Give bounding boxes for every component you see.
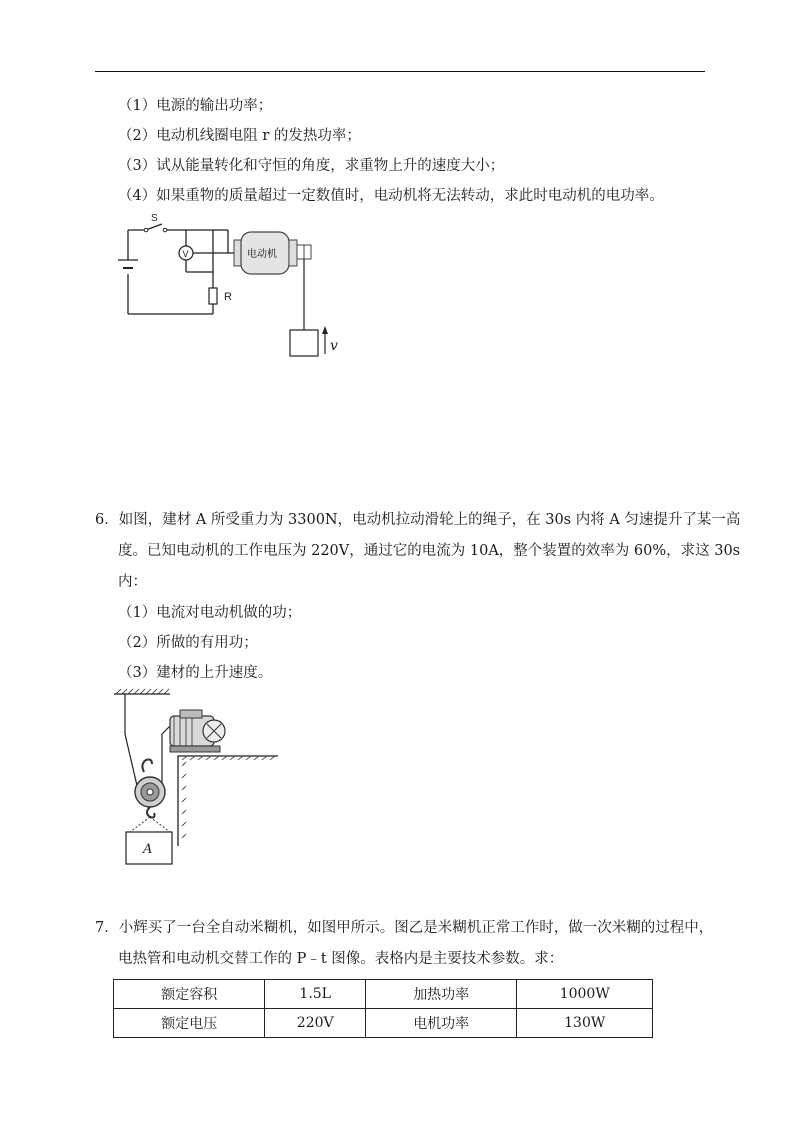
velocity-arrow-icon xyxy=(322,326,328,334)
q7-text-line-2: 电热管和电动机交替工作的 P﹣t 图像。表格内是主要技术参数。求： xyxy=(118,951,564,967)
q6-pulley-figure xyxy=(108,686,278,870)
table-cell: 电机功率 xyxy=(365,1009,516,1038)
q6-item-2: （2）所做的有用功； xyxy=(118,635,258,651)
switch-label: S xyxy=(151,213,158,224)
table-cell: 220V xyxy=(265,1009,366,1038)
q6-text-line-3: 内： xyxy=(118,574,147,590)
q5-item-1: （1）电源的输出功率； xyxy=(118,98,273,114)
table-cell: 1.5L xyxy=(265,980,366,1009)
velocity-label: v xyxy=(330,338,338,354)
q5-item-2: （2）电动机线圈电阻 r 的发热功率； xyxy=(118,128,361,144)
q6-text-line-2: 度。已知电动机的工作电压为 220V，通过它的电流为 10A，整个装置的效率为 60%，求这 30s xyxy=(118,543,741,559)
q5-item-4: （4）如果重物的质量超过一定数值时，电动机将无法转动，求此时电动机的电功率。 xyxy=(118,188,664,204)
table-cell: 额定容积 xyxy=(114,980,265,1009)
pulley-icon xyxy=(135,760,165,818)
voltmeter-label: V xyxy=(182,249,189,259)
table-cell: 1000W xyxy=(517,980,653,1009)
motor-label: 电动机 xyxy=(247,249,277,260)
motor-icon xyxy=(170,710,225,752)
q5-circuit-figure xyxy=(110,210,370,370)
q7-text-line-1: 7．小辉买了一台全自动米糊机，如图甲所示。图乙是米糊机正常工作时，做一次米糊的过程中， xyxy=(95,920,714,936)
load-block xyxy=(290,330,318,356)
table-row xyxy=(114,980,653,1009)
block-label: A xyxy=(143,842,153,857)
q7-parameter-table xyxy=(113,979,653,1038)
q5-item-3: （3）试从能量转化和守恒的角度，求重物上升的速度大小； xyxy=(118,158,505,174)
resistor-icon xyxy=(209,288,217,304)
q6-text-line-1: 6．如图，建材 A 所受重力为 3300N，电动机拉动滑轮上的绳子，在 30s 内将 A 匀速提升了某一高 xyxy=(95,512,741,528)
table-row xyxy=(114,1009,653,1038)
table-cell: 130W xyxy=(517,1009,653,1038)
q6-item-3: （3）建材的上升速度。 xyxy=(118,665,273,681)
table-cell: 加热功率 xyxy=(365,980,516,1009)
table-cell: 额定电压 xyxy=(114,1009,265,1038)
header-rule xyxy=(95,71,705,72)
q6-item-1: （1）电流对电动机做的功； xyxy=(118,605,302,621)
resistor-label: R xyxy=(224,291,232,303)
